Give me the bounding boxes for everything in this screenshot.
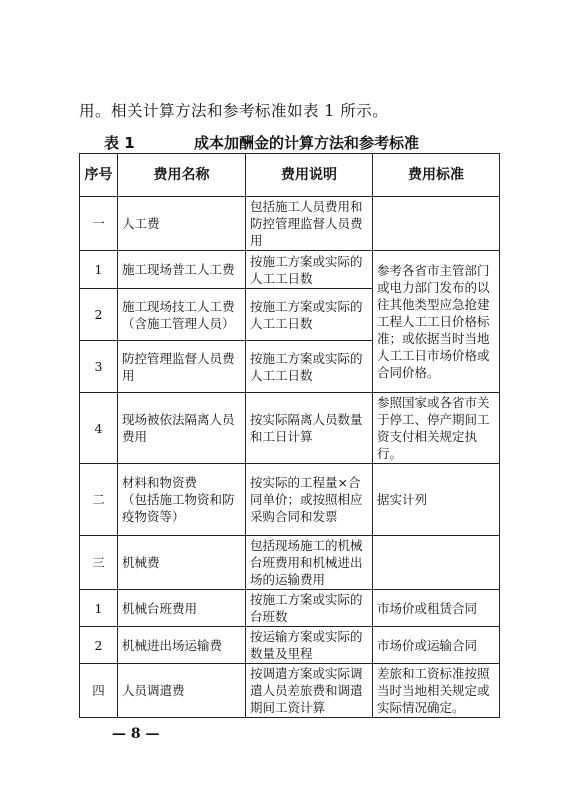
header-name: 费用名称 (118, 154, 246, 197)
cost-table (79, 153, 500, 718)
row-desc: 按调遣方案或实际调遣人员差旅费和调遣期间工资计算 (246, 664, 373, 718)
table-row (80, 590, 500, 627)
table-row (80, 251, 500, 289)
row-desc: 按施工方案或实际的人工工日数 (246, 289, 373, 341)
table-row (80, 536, 500, 590)
row-name: 人工费 (118, 197, 246, 251)
row-desc: 按施工方案或实际的人工工日数 (246, 251, 373, 289)
row-std: 市场价或运输合同 (373, 627, 500, 664)
row-seq: 2 (80, 289, 118, 341)
row-seq: 3 (80, 341, 118, 393)
row-seq: 1 (80, 251, 118, 289)
table-row (80, 197, 500, 251)
table-row (80, 393, 500, 464)
row-seq: 一 (80, 197, 118, 251)
row-seq: 1 (80, 590, 118, 627)
row-name: 材料和物资费 （包括施工物资和防疫物资等） (118, 464, 246, 536)
row-seq: 4 (80, 393, 118, 464)
row-std (373, 536, 500, 590)
intro-paragraph: 用。相关计算方法和参考标准如表 1 所示。 (79, 102, 389, 120)
row-std: 差旅和工资标准按照当时当地相关规定或实际情况确定。 (373, 664, 500, 718)
row-desc: 按运输方案或实际的数量及里程 (246, 627, 373, 664)
table-title: 成本加酬金的计算方法和参考标准 (194, 134, 420, 152)
row-desc: 包括施工人员费用和防控管理监督人员费用 (246, 197, 373, 251)
row-name: 人员调遣费 (118, 664, 246, 718)
table-row (80, 464, 500, 536)
table-row (80, 627, 500, 664)
header-seq: 序号 (80, 154, 118, 197)
row-desc: 按施工方案或实际的台班数 (246, 590, 373, 627)
row-std (373, 197, 500, 251)
page-number: — 8 — (112, 726, 160, 742)
header-std: 费用标准 (373, 154, 500, 197)
row-name: 现场被依法隔离人员费用 (118, 393, 246, 464)
row-seq: 二 (80, 464, 118, 536)
table-row (80, 664, 500, 718)
row-std: 据实计列 (373, 464, 500, 536)
row-std: 市场价或租赁合同 (373, 590, 500, 627)
header-desc: 费用说明 (246, 154, 373, 197)
row-std: 参照国家或各省市关于停工、停产期间工资支付相关规定执行。 (373, 393, 500, 464)
row-desc: 按施工方案或实际的人工工日数 (246, 341, 373, 393)
row-std: 参考各省市主管部门或电力部门发布的以往其他类型应急抢建工程人工工日价格标准；或依据当时当地人工工日市场价格或合同价格。 (373, 251, 500, 393)
row-desc: 按实际隔离人员数量和工日计算 (246, 393, 373, 464)
row-seq: 三 (80, 536, 118, 590)
row-name: 机械进出场运输费 (118, 627, 246, 664)
row-name: 施工现场普工人工费 (118, 251, 246, 289)
row-name: 防控管理监督人员费用 (118, 341, 246, 393)
table-number: 表 1 (104, 134, 135, 152)
row-name: 机械费 (118, 536, 246, 590)
row-desc: 按实际的工程量×合同单价；或按照相应采购合同和发票 (246, 464, 373, 536)
table-caption (0, 132, 571, 154)
row-seq: 四 (80, 664, 118, 718)
row-name: 机械台班费用 (118, 590, 246, 627)
row-desc: 包括现场施工的机械台班费用和机械进出场的运输费用 (246, 536, 373, 590)
row-name: 施工现场技工人工费 （含施工管理人员） (118, 289, 246, 341)
row-seq: 2 (80, 627, 118, 664)
